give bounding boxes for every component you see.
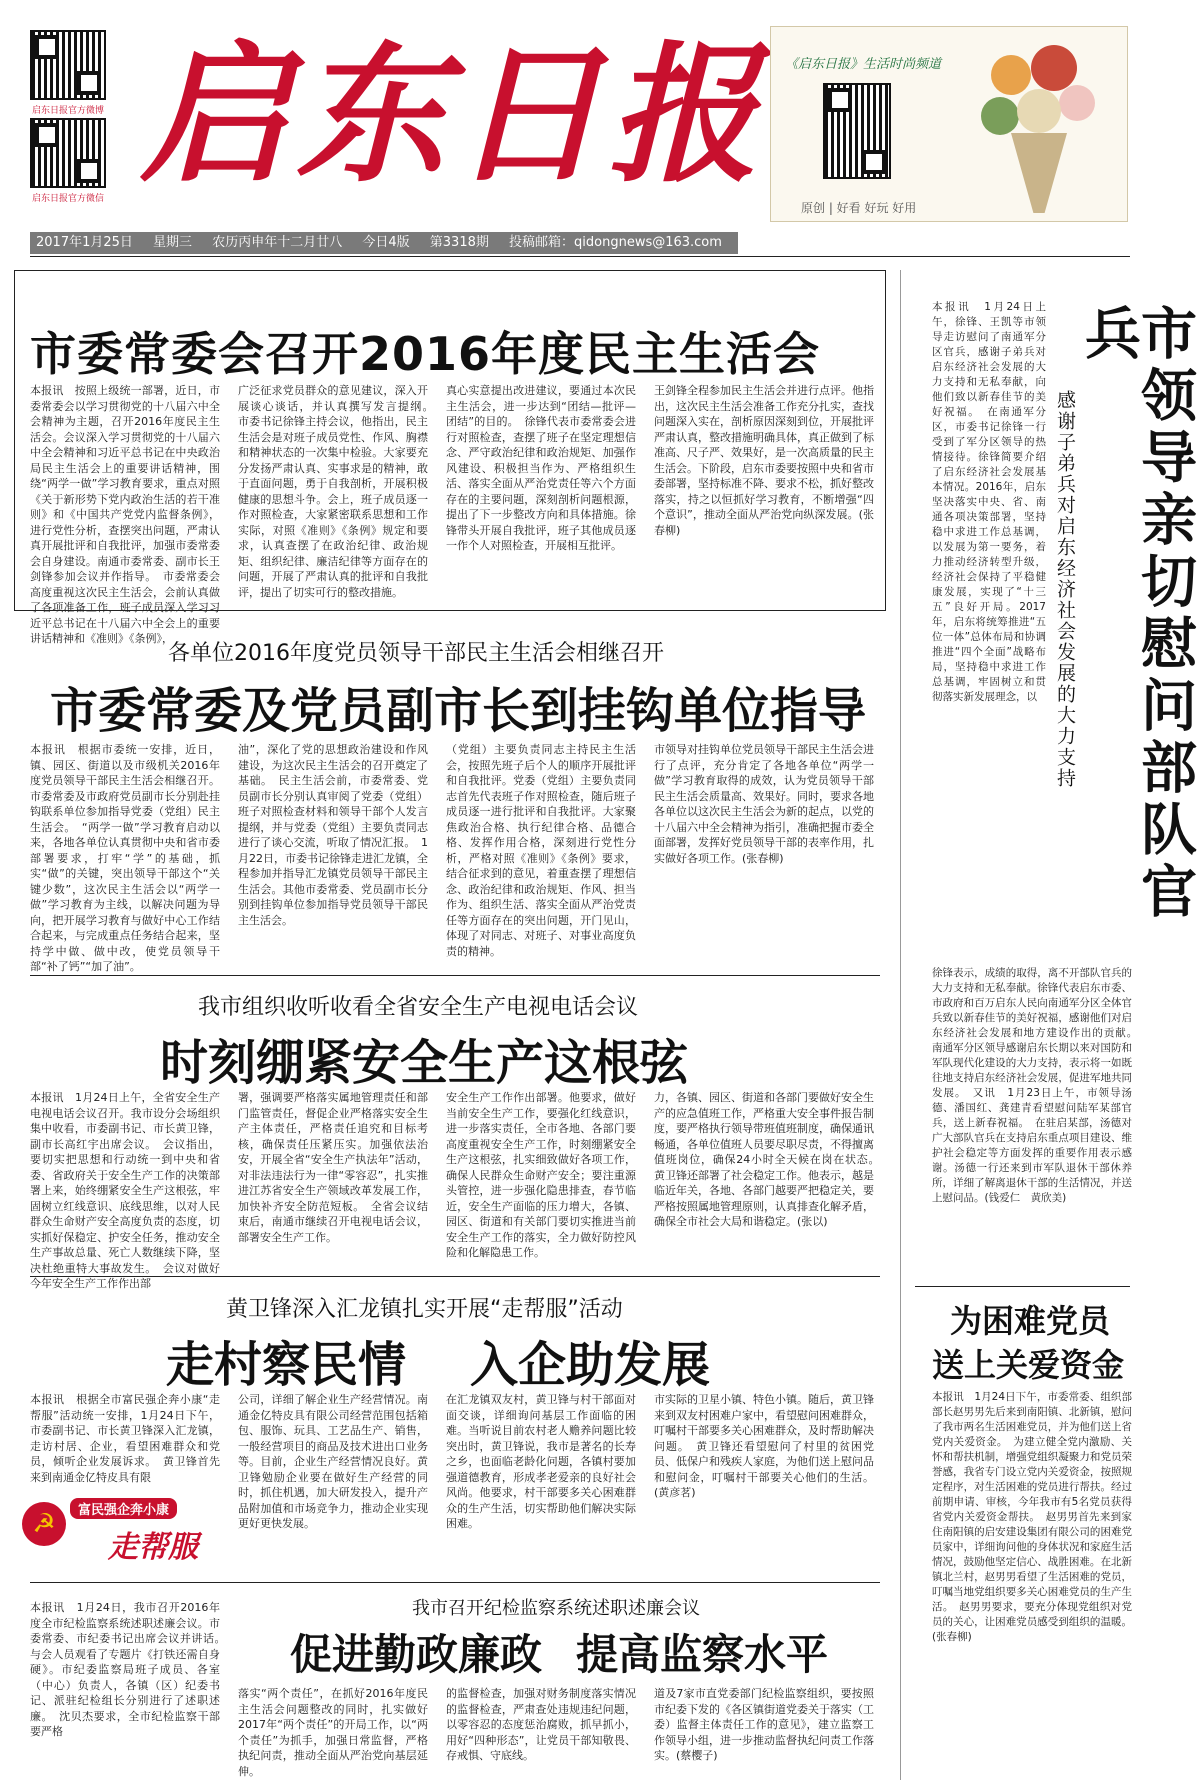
story5-kicker: 我市召开纪检监察系统述职述廉会议	[412, 1598, 700, 1619]
story4-col-3: 在汇龙镇双友村，黄卫锋与村干部面对面交谈，详细询问基层工作面临的困难。当听说目前农村老人赡养问题比较突出时，黄卫锋说，我市是著名的长寿之乡，也面临老龄化问题，各镇村要加强道德教育，形成孝老爱亲的良好社会风尚。他要求，村干部要多关心困难群众的生产生活，切实帮助他们解决实际困难。	[446, 1393, 636, 1530]
issue-date: 2017年1月25日	[36, 235, 133, 250]
qr-label-wechat: 启东日报官方微信	[31, 194, 104, 204]
qr-code-weibo[interactable]	[30, 30, 106, 100]
sidebar-divider-2	[915, 1286, 1130, 1287]
story4-col-1: 本报讯 根据全市富民强企奔小康“走帮服”活动统一安排，1月24日下午，市委副书记、市长黄卫锋深入汇龙镇，走访村居、企业，看望困难群众和党员，倾听企业发展诉求。 黄卫锋首先来到南通金亿特皮具有限	[30, 1393, 220, 1484]
story5-headline-a: 促进勤政廉政	[290, 1630, 543, 1679]
zoubangfu-banner	[18, 1494, 223, 1566]
side2-text: 本报讯 1月24日下午，市委常委、组织部部长赵男男先后来到南阳镇、北新镇，慰问了我市两名生活困难党员，并为他们送上省党内关爱资金。 为建立健全党内激励、关怀和帮扶机制，增强党组织凝聚力和党员荣誉感，我省专门设立党内关爱资金，按照规定程序，对生活困难的党员进行帮扶。经过前期申请、审核，今年我市有5名党员获得省党内关爱资金帮扶。 赵男男首先来到家住南阳镇的启安建设集团有限公司的困难党员家中，详细询问他的身体状况和家庭生活情况，鼓励他坚定信心、战胜困难。在北新镇北兰村，赵男男看望了生活困难的党员，叮嘱当地党组织要多关心困难党员的生产生活。 赵男男要求，要充分体现党组织对党员的关心，让困难党员感受到组织的温暖。(张春柳)	[932, 1391, 1132, 1643]
ad-box[interactable]	[770, 26, 1128, 222]
info-bar	[30, 232, 738, 254]
story2-col-2: 油”，深化了党的思想政治建设和作风建设，为这次民主生活会的召开奠定了基础。 民主生活会前，市委常委、党员副市长分别认真审阅了党委（党组）班子对照检查材料和领导干部个人发言提纲，并与党委（党组）主要负责同志进行了谈心交流，听取了情况汇报。 1月22日，市委书记徐锋走进汇龙镇，全程参加并指导汇龙镇党员领导干部民主生活会。其他市委常委、党员副市长分别到挂钩单位参加指导党员领导干部民主生活会。	[238, 743, 428, 927]
masthead-divider	[30, 256, 1130, 257]
story5-col-3: 的监督检查，加强对财务制度落实情况的监督检查，严肃查处违规违纪问题，以零容忍的态度惩治腐败，抓早抓小，用好“四种形态”，让党员干部知敬畏、存戒惧、守底线。	[446, 1687, 636, 1762]
qr-label-weibo: 启东日报官方微博	[31, 106, 104, 116]
party-emblem-icon: ☭	[22, 1502, 66, 1546]
story4-headline-a: 走村察民情	[166, 1337, 407, 1393]
issue-weekday: 星期三	[153, 235, 193, 250]
story2-col-1: 本报讯 根据市委统一安排，近日，镇、园区、街道以及市级机关2016年度党员领导干部民主生活会相继召开。市委常委及市政府党员副市长分别赴挂钩联系单位参加指导党委（党组）民主生活会。 “两学一做”学习教育启动以来，各地各单位认真贯彻中央和省市委部署要求，打牢“学”的基础，抓实“做”的关键，突出领导干部这个“关键少数”，这次民主生活会以“两学一做”学习教育为主线，以解决问题为导向，把开展学习教育与做好中心工作结合起来，与完成重点任务结合起来，坚持学中做、做中改，使党员领导干部“补了钙”“加了油”。	[30, 743, 220, 973]
story4-headline-b: 入企助发展	[470, 1337, 711, 1393]
side1-subheadline: 感谢子弟兵对启东经济社会发展的大力支持	[1054, 390, 1076, 789]
story2-kicker: 各单位2016年度党员领导干部民主生活会相继召开	[168, 641, 664, 666]
masthead-title: 启东日报	[140, 27, 765, 203]
ad-footer: 原创 | 好看 好玩 好用	[801, 201, 917, 215]
story2-headline: 市委常委及党员副市长到挂钩单位指导	[50, 683, 867, 739]
story1-col-2: 广泛征求党员群众的意见建议，深入开展谈心谈话，并认真撰写发言提纲。 市委书记徐锋主持会议，他指出，民主生活会是对班子成员党性、作风、胸襟和精神状态的一次集中检验。大家要充分发扬严肃认真、实事求是的精神，敢于直面问题，勇于自我剖析，开展积极健康的思想斗争。会上，班子成员逐一作对照检查，大家紧密联系思想和工作实际，对照《准则》《条例》规定和要求，认真查摆了在政治纪律、政治规矩、组织纪律、廉洁纪律等方面存在的问题，开展了严肃认真的批评和自我批评，提出了切实可行的整改措施。	[238, 384, 439, 599]
story5-headline-b: 提高监察水平	[576, 1630, 829, 1679]
story4-col-2: 公司，详细了解企业生产经营情况。南通金亿特皮具有限公司经营范围包括箱包、服饰、玩具、工艺品生产、销售，一般经营项目的商品及技术进出口业务等。目前，企业生产经营情况良好。黄卫锋勉励企业要在做好生产经营的同时，抓住机遇，加大研发投入，提升产品附加值和市场竞争力，推动企业实现更好更快发展。	[238, 1393, 428, 1530]
side1-text-top: 本报讯 1月24日上午，徐锋、王凯等市领导走访慰问了南通军分区官兵，感谢子弟兵对启东经济社会发展的大力支持和无私奉献，向他们致以新春佳节的美好祝福。 在南通军分区，市委书记徐锋一行受到了军分区领导的热情接待。徐锋简要介绍了启东经济社会发展基本情况。2016年，启东坚决落实中央、省、南通各项决策部署，坚持稳中求进工作总基调，以发展为第一要务，着力推动经济转型升级，经济社会保持了平稳健康发展，实现了“十三五”良好开局。2017年，启东将统筹推进“五位一体”总体布局和协调推进“四个全面”战略布局，坚持稳中求进工作总基调，牢固树立和贯彻落实新发展理念，以	[932, 301, 1046, 703]
ad-qr-code[interactable]	[823, 83, 891, 179]
story4-kicker: 黄卫锋深入汇龙镇扎实开展“走帮服”活动	[226, 1297, 623, 1322]
divider-2	[30, 975, 880, 976]
story1-headline: 市委常委会召开2016年度民主生活会	[30, 327, 821, 381]
side1-text-bottom: 徐锋表示，成绩的取得，离不开部队官兵的大力支持和无私奉献。徐锋代表启东市委、市政府和百万启东人民向南通军分区全体官兵致以新春佳节的美好祝福，感谢他们对启东经济社会发展和地方建设作出的贡献。 南通军分区领导感谢启东长期以来对国防和军队现代化建设的大力支持，表示将一如既往地支持启东经济社会发展，促进军地共同发展。 又讯 1月23日上午，市领导汤德、潘国红、龚建青看望慰问陆军某部官兵，送上新春祝福。 在驻启某部，汤德对广大部队官兵在支持启东重点项目建设、维护社会稳定等方面发挥的重要作用表示感谢。汤德一行还来到市军队退休干部休养所，详细了解离退休干部的生活情况，并送上慰问品。(钱爱仁 黄欣美)	[932, 967, 1143, 1204]
story2-col-3: （党组）主要负责同志主持民主生活会，按照先班子后个人的顺序开展批评和自我批评。党委（党组）主要负责同志首先代表班子作对照检查，随后班子成员逐一进行批评和自我批评。大家聚焦政治合格、执行纪律合格、品德合格、发挥作用合格，深刻进行党性分析，严格对照《准则》《条例》要求，结合征求到的意见，着重查摆了理想信念、政治纪律和政治规矩、作风、担当作为、组织生活、落实全面从严治党责任等方面存在的突出问题，开门见山，体现了对同志、对班子、对事业高度负责的精神。	[446, 743, 636, 958]
issue-number: 第3318期	[429, 235, 489, 250]
story4-col-4: 市实际的卫星小镇、特色小镇。随后，黄卫锋来到双友村困难户家中，看望慰问困难群众，叮嘱村干部要多关心困难群众，及时帮助解决问题。 黄卫锋还看望慰问了村里的贫困党员、低保户和残疾人家庭，为他们送上慰问品和慰问金，叮嘱村干部要关心他们的生活。(黄彦茗)	[654, 1393, 874, 1499]
side2-headline-a: 为困难党员	[950, 1302, 1111, 1340]
story3-col-2: 署，强调要严格落实属地管理责任和部门监管责任，督促企业严格落实安全生产主体责任，严格责任追究和目标考核，确保责任压紧压实。加强依法治安，开展全省“安全生产执法年”活动，对非法违法行为一律“零容忍”，扎实推进江苏省安全生产领域改革发展工作，加快补齐安全防范短板。 全省会议结束后，南通市继续召开电视电话会议，部署安全生产工作。	[238, 1091, 428, 1244]
story3-col-3: 安全生产工作作出部署。他要求，做好当前安全生产工作，要强化红线意识，进一步落实责任，全市各地、各部门要高度重视安全生产工作，时刻绷紧安全生产这根弦，扎实细致做好各项工作，确保人民群众生命财产安全；要注重源头管控，进一步强化隐患排查，春节临近，安全生产面临的压力增大，各镇、园区、街道和有关部门要切实推进当前安全生产工作的落实，全力做好防控风险和化解隐患工作。	[446, 1091, 636, 1259]
sidebar-divider	[900, 270, 901, 1780]
story5-col-2: 落实“两个责任”，在抓好2016年度民主生活会问题整改的同时，扎实做好2017年“两个责任”的开局工作，以“两个责任”为抓手，加强日常监督，严格执纪问责，推动全面从严治党向基层延伸。	[238, 1687, 428, 1778]
side2-headline-b: 送上关爱资金	[932, 1346, 1125, 1384]
story3-headline: 时刻绷紧安全生产这根弦	[160, 1035, 689, 1091]
story3-kicker: 我市组织收听收看全省安全生产电视电话会议	[198, 995, 639, 1020]
divider-4	[30, 1582, 880, 1583]
side1-headline: 市领导亲切慰问部队官兵	[1076, 304, 1197, 924]
story5-col-4: 道及7家市直党委部门纪检监察组织，要按照市纪委下发的《各区镇街道党委关于落实（工委）监督主体责任工作的意见》，建立监察工作领导小组，进一步推动监督执纪问责工作落实。(蔡樱子)	[654, 1687, 874, 1762]
issue-lunar-date: 农历丙申年十二月廿八	[212, 235, 343, 250]
banner-top-text: 富民强企奔小康	[70, 1498, 177, 1519]
qr-code-wechat[interactable]	[30, 118, 106, 188]
submission-email[interactable]: 投稿邮箱：qidongnews@163.com	[509, 235, 722, 250]
issue-pages: 今日4版	[362, 235, 410, 250]
story3-col-1: 本报讯 1月24日上午，全省安全生产电视电话会议召开。我市设分会场组织集中收看，市委副书记、市长黄卫锋，副市长高红宇出席会议。 会议指出，要切实把思想和行动统一到中央和省委、省政府关于安全生产工作的决策部署上来，始终绷紧安全生产这根弦，牢固树立红线意识、底线思维，以对人民群众生命财产安全高度负责的态度，切实抓好保稳定、护安全任务，推动安全生产事故总量、死亡人数继续下降，坚决杜绝重特大事故发生。 会议对做好今年安全生产工作作出部	[30, 1091, 220, 1290]
divider-3	[30, 1276, 880, 1277]
story1-col-3: 真心实意提出改进建议，要通过本次民主生活会，进一步达到“团结—批评—团结”的目的。 徐锋代表市委常委会进行对照检查，查摆了班子在坚定理想信念、严守政治纪律和政治规矩、加强作风建设、积极担当作为、严格组织生活、落实全面从严治党责任等六个方面存在的主要问题，深刻剖析问题根源，提出了下一步整改方向和具体措施。徐锋带头开展自我批评，班子其他成员逐一作个人对照检查，开展相互批评。	[446, 384, 636, 552]
ad-headline: 《启东日报》生活时尚频道	[785, 57, 942, 72]
story1-col-4: 王剑锋全程参加民主生活会并进行点评。他指出，这次民主生活会准备工作充分扎实，查找问题深入实在，剖析原因深刻到位，开展批评严肃认真，整改措施明确具体，真正做到了标准高、尺子严、效果好，是一次高质量的民主生活会。下阶段，启东市委要按照中央和省市委部署，坚持标准不降、要求不松，抓好整改落实，持之以恒抓好学习教育，不断增强“四个意识”，推动全面从严治党向纵深发展。(张春柳)	[654, 384, 874, 537]
flower-bouquet-image	[971, 45, 1101, 215]
story5-col-1: 本报讯 1月24日，我市召开2016年度全市纪检监察系统述职述廉会议。市委常委、市纪委书记出席会议并讲话。 与会人员观看了专题片《打铁还需自身硬》。市纪委监察局班子成员、各室（中心）负责人，各镇（区）纪委书记、派驻纪检组长分别进行了述职述廉。 沈贝杰要求，全市纪检监察干部要严格	[30, 1601, 231, 1738]
story3-col-4: 力，各镇、园区、街道和各部门要做好安全生产的应急值班工作，严格重大安全事件报告制度，要严格执行领导带班值班制度，确保通讯畅通，各单位值班人员要尽职尽责，不得擅离值班岗位，确保24小时全天候在岗在状态。 黄卫锋还部署了社会稳定工作。他表示，越是临近年关，各地、各部门越要严把稳定关，要严格按照属地管理原则，认真排查化解矛盾，确保全市社会大局和谐稳定。(张以)	[654, 1091, 885, 1228]
story1-col-1: 本报讯 按照上级统一部署，近日，市委常委会以学习贯彻党的十八届六中全会精神为主题，召开2016年度民主生活会。会议深入学习贯彻党的十八届六中全会精神和习近平总书记在中央政治局民主生活会上的重要讲话精神，围绕“两学一做”学习教育要求，重点对照《关于新形势下党内政治生活的若干准则》和《中国共产党党内监督条例》，进行党性分析，查摆突出问题，严肃认真开展批评和自我批评，加强市委常委会自身建设。南通市委常委、副市长王剑锋参加会议并作指导。 市委常委会高度重视这次民主生活会，会前认真做了各项准备工作，班子成员深入学习习近平总书记在十八届六中全会上的重要讲话精神和《准则》《条例》，	[30, 384, 220, 645]
story2-col-4: 市领导对挂钩单位党员领导干部民主生活会进行了点评，充分肯定了各地各单位“两学一做”学习教育取得的成效，认为党员领导干部民主生活会质量高、效果好。同时，要求各地各单位以这次民主生活会为新的起点，以党的十八届六中全会精神为指引，准确把握市委全面部署，发挥好党员领导干部的表率作用，扎实做好各项工作。(张春柳)	[654, 743, 874, 865]
banner-main-text: 走帮服	[108, 1530, 198, 1565]
